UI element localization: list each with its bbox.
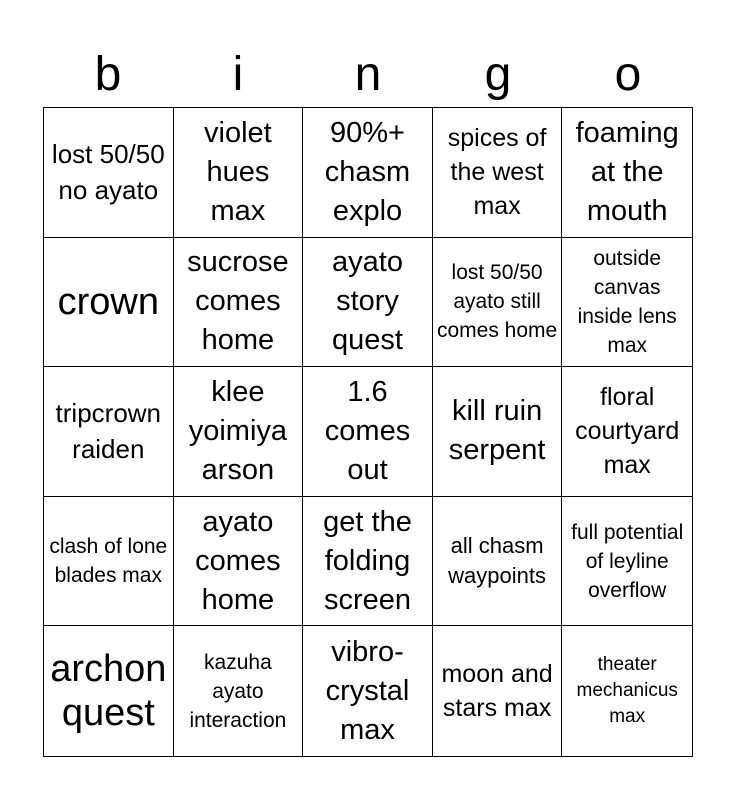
bingo-cell[interactable] [433, 497, 563, 627]
bingo-cell[interactable] [303, 626, 433, 756]
cell-text: 90%+ chasm explo [324, 116, 411, 227]
cell-text: tripcrown raiden [55, 398, 162, 465]
bingo-cell[interactable] [44, 626, 174, 756]
bingo-cell[interactable] [44, 238, 174, 368]
cell-text: all chasm waypoints [448, 533, 547, 589]
bingo-cell[interactable] [562, 367, 692, 497]
bingo-cell[interactable] [303, 108, 433, 238]
bingo-cell[interactable] [174, 108, 304, 238]
cell-text: klee yoimiya arson [188, 375, 288, 486]
bingo-cell[interactable] [174, 238, 304, 368]
cell-text: moon and stars max [441, 660, 553, 723]
bingo-cell[interactable] [44, 497, 174, 627]
cell-text: full potential of leyline overflow [571, 520, 684, 602]
bingo-cell[interactable] [562, 626, 692, 756]
bingo-cell[interactable] [433, 238, 563, 368]
cell-text: kazuha ayato interaction [189, 650, 287, 732]
cell-text: sucrose comes home [187, 246, 289, 357]
bingo-cell[interactable] [433, 626, 563, 756]
bingo-header [43, 42, 693, 107]
bingo-cell[interactable] [562, 108, 692, 238]
cell-text: kill ruin serpent [448, 395, 546, 467]
bingo-cell[interactable] [303, 367, 433, 497]
bingo-cell[interactable] [44, 367, 174, 497]
cell-text: lost 50/50 no ayato [51, 139, 165, 206]
bingo-cell[interactable] [303, 497, 433, 627]
cell-text: archon quest [50, 648, 167, 735]
bingo-cell[interactable] [433, 108, 563, 238]
header-letter-b: b [94, 48, 122, 101]
cell-text: spices of the west max [447, 124, 547, 221]
cell-text: crown [57, 280, 159, 323]
cell-text: lost 50/50 ayato still comes home [436, 261, 558, 343]
bingo-cell[interactable] [562, 238, 692, 368]
header-letter-n: n [354, 48, 382, 101]
bingo-cell[interactable] [562, 497, 692, 627]
bingo-cell[interactable] [433, 367, 563, 497]
header-letter-i: i [232, 48, 244, 101]
header-letter-g: g [484, 48, 512, 101]
cell-text: violet hues max [204, 116, 272, 227]
cell-text: get the folding screen [323, 505, 412, 616]
bingo-cell[interactable] [174, 497, 304, 627]
cell-text: 1.6 comes out [324, 375, 411, 486]
bingo-cell[interactable] [303, 238, 433, 368]
bingo-cell[interactable] [174, 367, 304, 497]
cell-text: theater mechanicus max [576, 654, 678, 728]
cell-text: ayato story quest [332, 246, 403, 357]
bingo-grid [43, 107, 693, 757]
cell-text: outside canvas inside lens max [577, 246, 677, 357]
cell-text: ayato comes home [195, 505, 281, 616]
bingo-cell[interactable] [44, 108, 174, 238]
cell-text: clash of lone blades max [49, 535, 168, 588]
cell-text: vibro-crystal max [325, 635, 410, 746]
cell-text: foaming at the mouth [575, 116, 679, 227]
cell-text: floral courtyard max [575, 383, 680, 480]
header-letter-o: o [614, 48, 642, 101]
bingo-cell[interactable] [174, 626, 304, 756]
